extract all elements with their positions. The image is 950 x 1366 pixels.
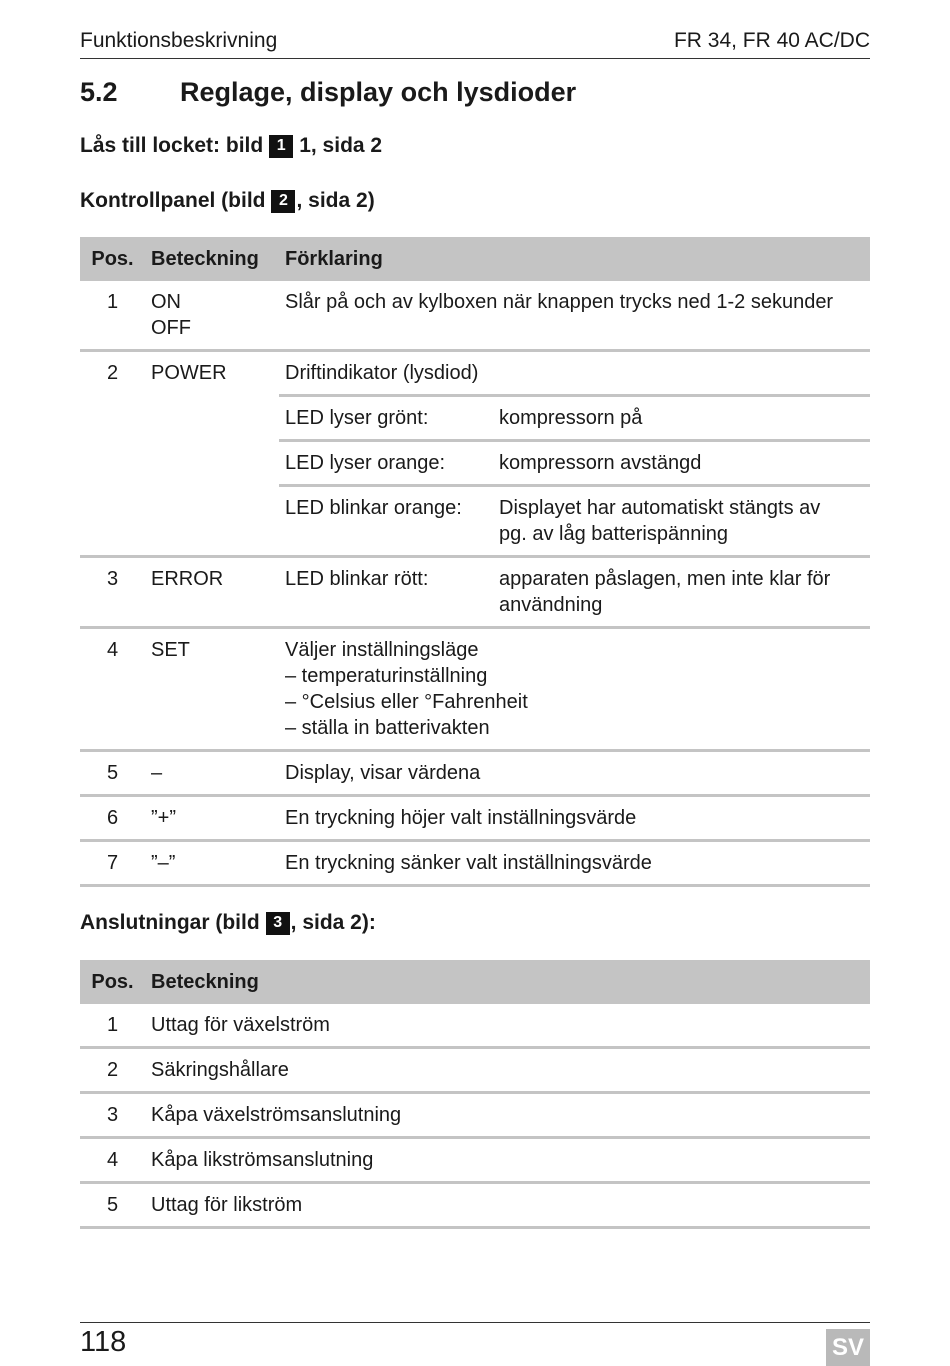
page-footer (80, 1322, 870, 1366)
subrow-value-line: pg. av låg batterispänning (499, 523, 729, 545)
row-name: ”–” (145, 841, 279, 886)
subrow-value (493, 486, 870, 557)
row-pos: 7 (80, 841, 145, 886)
row-desc: Display, visar värdena (279, 751, 870, 796)
table-row (80, 1004, 870, 1048)
row-pos: 4 (80, 628, 145, 751)
row-pos: 5 (80, 751, 145, 796)
row-pos: 3 (80, 1093, 145, 1138)
control-panel-heading (80, 189, 870, 213)
table-row (80, 1093, 870, 1138)
row-pos: 1 (80, 281, 145, 351)
col-header-name: Beteckning (145, 237, 279, 281)
row-pos: 3 (80, 557, 145, 628)
row-label: LED blinkar rött: (279, 557, 493, 628)
control-heading-text: Kontrollpanel (bild (80, 189, 266, 212)
row-desc-line: Väljer inställningsläge (285, 639, 479, 661)
row-desc-line: – ställa in batterivakten (285, 717, 490, 739)
table-row (80, 557, 870, 628)
row-desc: Driftindikator (lysdiod) (279, 351, 870, 396)
row-pos: 1 (80, 1004, 145, 1048)
row-name: POWER (145, 351, 279, 557)
control-heading-suffix: , sida 2) (296, 189, 375, 212)
page (80, 24, 870, 1229)
lock-heading-suffix: 1, sida 2 (299, 134, 383, 157)
subrow-value: kompressorn avstängd (493, 441, 870, 486)
subrow-label: LED lyser grönt: (279, 396, 493, 441)
row-name: – (145, 751, 279, 796)
connections-heading-text: Anslutningar (bild (80, 911, 260, 934)
language-badge: SV (826, 1329, 870, 1366)
row-value-line: användning (499, 594, 603, 616)
row-pos: 5 (80, 1183, 145, 1228)
row-name: Uttag för likström (145, 1183, 870, 1228)
row-name: SET (145, 628, 279, 751)
row-name: ”+” (145, 796, 279, 841)
subrow-label: LED blinkar orange: (279, 486, 493, 557)
connections-heading-suffix: , sida 2): (290, 911, 376, 934)
col-header-pos: Pos. (80, 960, 145, 1004)
section-heading: Reglage, display och lysdioder (180, 77, 577, 107)
col-header-pos: Pos. (80, 237, 145, 281)
connections-heading (80, 911, 870, 935)
header-right: FR 34, FR 40 AC/DC (673, 29, 870, 52)
figure-ref-badge: 1 (269, 135, 293, 158)
table-header-row (80, 960, 870, 1004)
row-desc-line: – temperaturinställning (285, 665, 488, 687)
row-value (493, 557, 870, 628)
figure-ref-badge: 2 (271, 190, 295, 213)
row-desc: En tryckning sänker valt inställningsvärde (279, 841, 870, 886)
connections-table (80, 960, 870, 1229)
row-pos: 6 (80, 796, 145, 841)
row-name: Uttag för växelström (145, 1004, 870, 1048)
page-number: 118 (80, 1326, 127, 1358)
row-name-line: ON (151, 291, 181, 313)
table-header-row (80, 237, 870, 281)
row-desc-line: – °Celsius eller °Fahrenheit (285, 691, 528, 713)
row-desc (279, 628, 870, 751)
lock-heading (80, 134, 870, 158)
table-row (80, 628, 870, 751)
row-name-line: OFF (151, 317, 191, 339)
section-number: 5.2 (80, 77, 118, 107)
row-name: Kåpa växelströmsanslutning (145, 1093, 870, 1138)
page-header (80, 24, 870, 59)
section-title (80, 77, 870, 108)
col-header-desc: Förklaring (279, 237, 870, 281)
row-pos: 2 (80, 351, 145, 557)
row-pos: 4 (80, 1138, 145, 1183)
table-row (80, 796, 870, 841)
row-name: Kåpa likströmsanslutning (145, 1138, 870, 1183)
table-row (80, 1183, 870, 1228)
table-row (80, 351, 870, 396)
row-desc: En tryckning höjer valt inställningsvärde (279, 796, 870, 841)
row-pos: 2 (80, 1048, 145, 1093)
table-row (80, 1048, 870, 1093)
row-value-line: apparaten påslagen, men inte klar för (499, 568, 831, 590)
subrow-label: LED lyser orange: (279, 441, 493, 486)
control-panel-table (80, 237, 870, 887)
row-name: ERROR (145, 557, 279, 628)
row-name: Säkringshållare (145, 1048, 870, 1093)
table-row (80, 751, 870, 796)
lock-heading-text: Lås till locket: bild (80, 134, 264, 157)
header-left: Funktionsbeskrivning (80, 29, 278, 52)
subrow-value-line: Displayet har automatiskt stängts av (499, 497, 821, 519)
table-row (80, 1138, 870, 1183)
col-header-name: Beteckning (145, 960, 870, 1004)
figure-ref-badge: 3 (266, 912, 290, 935)
table-row (80, 281, 870, 351)
row-desc: Slår på och av kylboxen när knappen trycks ned 1-2 sekunder (279, 281, 870, 351)
table-row (80, 841, 870, 886)
row-name (145, 281, 279, 351)
subrow-value: kompressorn på (493, 396, 870, 441)
